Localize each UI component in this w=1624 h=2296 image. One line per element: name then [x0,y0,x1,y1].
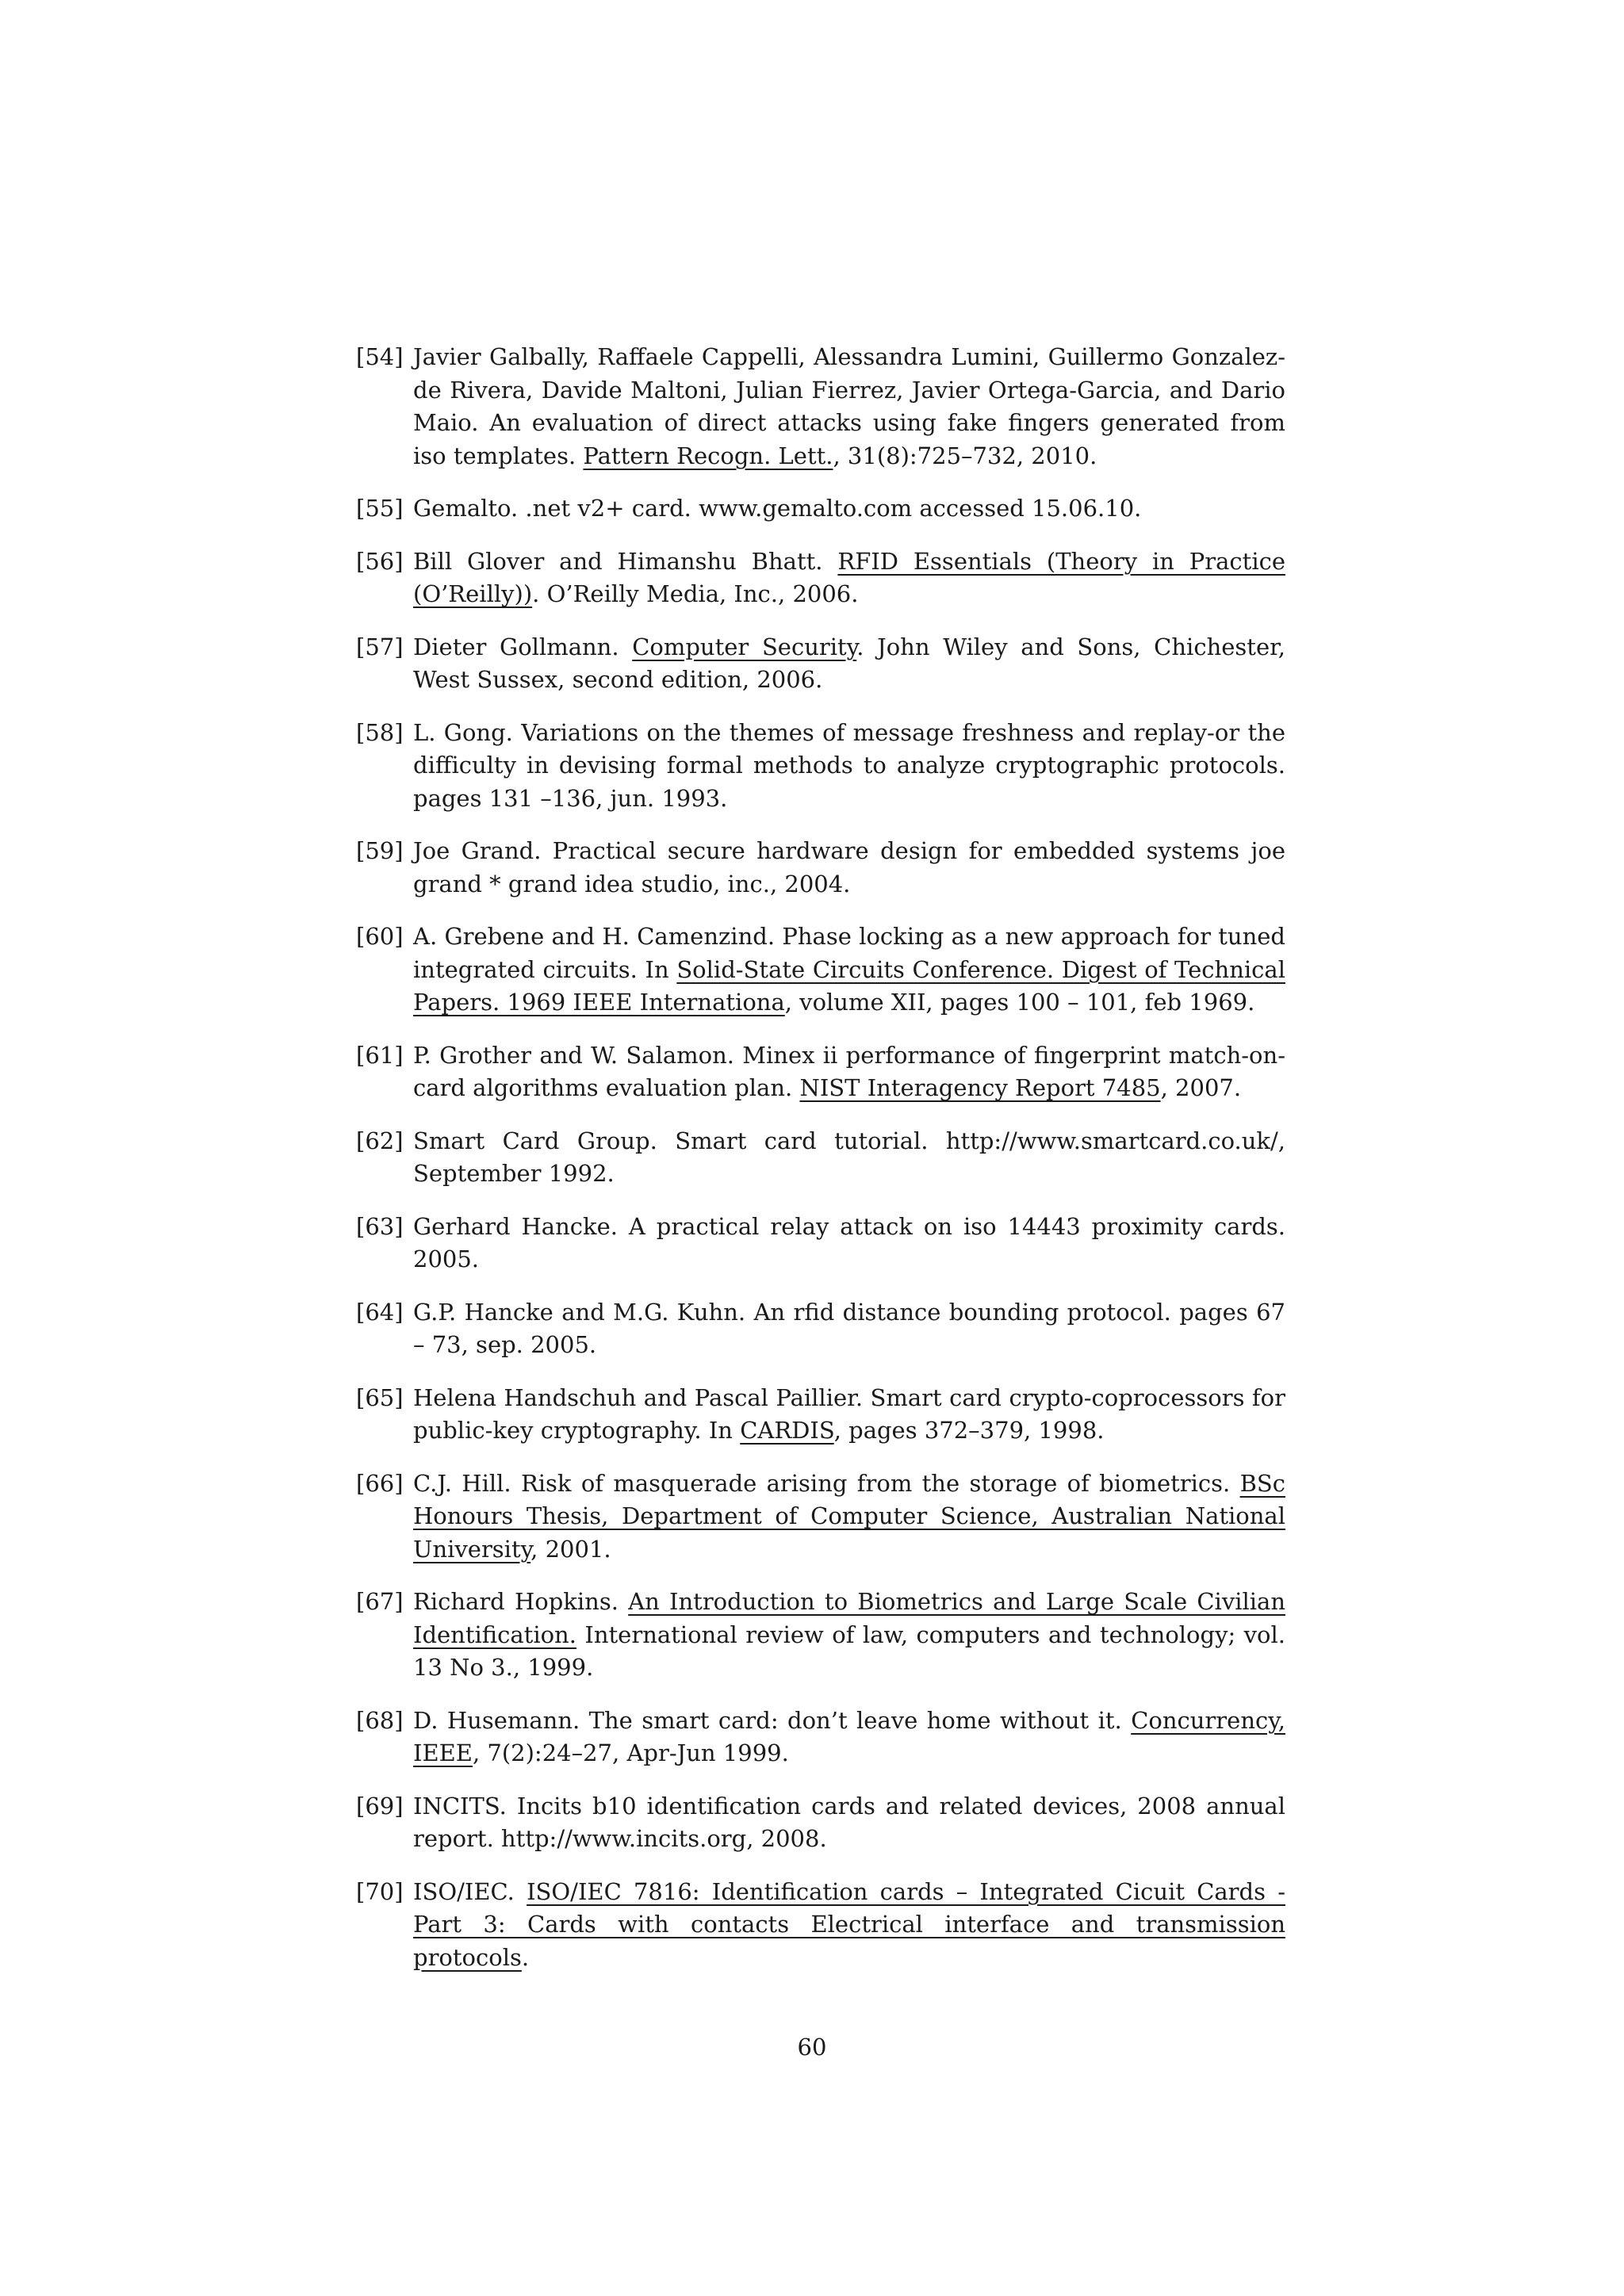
reference-number: [66] [356,1469,404,1497]
reference-text [413,341,1285,473]
reference-text-segment: C.J. Hill. Risk of masquerade arising from the storage of biometrics. [413,1469,1240,1497]
reference-number: [65] [356,1383,404,1411]
reference-number: [56] [356,547,404,575]
reference-text [413,1468,1285,1567]
reference-text-segment: Richard Hopkins. [413,1588,629,1615]
reference-text-segment: Bill Glover and Himanshu Bhatt. [413,547,838,575]
reference-venue-title: Pattern Recogn. Lett. [583,442,833,469]
reference-entry [356,835,1285,901]
reference-text-segment: . O’Reilly Media, Inc., 2006. [532,580,859,607]
reference-number: [70] [356,1877,404,1905]
reference-text [413,492,1285,526]
reference-number: [55] [356,495,404,522]
reference-text [413,1705,1285,1770]
reference-text-segment: P. Grother and W. Salamon. Minex ii performance of fingerprint match-on-card algorithms evaluation plan. [413,1041,1285,1101]
reference-text [413,1039,1285,1105]
reference-entry [356,1705,1285,1770]
reference-text [413,545,1285,611]
reference-text-segment: , 31(8):725–732, 2010. [833,442,1097,469]
reference-venue-title: Concurrency, IEEE [413,1706,1285,1766]
reference-text-segment: Dieter Gollmann. [413,633,633,660]
reference-venue-title: An Introduction to Biometrics and Large Scale Civilian Identification. [413,1588,1285,1648]
reference-text-segment: , 2007. [1160,1074,1242,1101]
reference-entry [356,545,1285,611]
reference-venue-title: BSc Honours Thesis, Department of Computer Science, Australian National University [413,1469,1285,1563]
reference-entry [356,1790,1285,1856]
reference-entry [356,631,1285,697]
reference-entry [356,341,1285,473]
reference-number: [57] [356,633,404,660]
reference-text-segment: ISO/IEC. [413,1877,527,1905]
reference-number: [68] [356,1706,404,1734]
reference-text-segment: L. Gong. Variations on the themes of message freshness and replay-or the difficulty in devising formal methods to analyze cryptographic protocols. pages 131 –136, jun. 1993. [413,718,1285,812]
reference-text [413,1876,1285,1975]
reference-number: [69] [356,1792,404,1820]
reference-entry [356,1211,1285,1276]
reference-text-segment: Joe Grand. Practical secure hardware design for embedded systems joe grand * grand idea studio, inc., 2004. [413,837,1285,897]
reference-entry [356,1586,1285,1685]
reference-venue-title: Computer Security [632,633,857,660]
reference-text-segment: A. Grebene and H. Camenzind. Phase locking as a new approach for tuned integrated circuits. In [413,923,1285,983]
reference-text [413,1125,1285,1191]
reference-entry [356,1876,1285,1975]
reference-text-segment: . [521,1943,530,1971]
reference-number: [67] [356,1588,404,1615]
reference-number: [64] [356,1298,404,1326]
reference-entry [356,1125,1285,1191]
reference-text-segment: G.P. Hancke and M.G. Kuhn. An rfid distance bounding protocol. pages 67 – 73, sep. 2005. [413,1298,1285,1358]
reference-text-segment: , 7(2):24–27, Apr-Jun 1999. [472,1739,789,1766]
page-number: 60 [797,2034,827,2061]
reference-text-segment: , pages 372–379, 1998. [833,1417,1105,1444]
reference-text-segment: Smart Card Group. Smart card tutorial. http://www.smartcard.co.uk/, September 1992. [413,1127,1285,1187]
reference-text [413,631,1285,697]
reference-number: [58] [356,718,404,746]
reference-text [413,835,1285,901]
reference-entry [356,717,1285,816]
reference-number: [62] [356,1127,404,1154]
reference-text-segment: INCITS. Incits b10 identification cards and related devices, 2008 annual report. http://www.incits.org, 2008. [413,1792,1285,1852]
reference-text [413,717,1285,816]
reference-text-segment: Javier Galbally, Raffaele Cappelli, Alessandra Lumini, Guillermo Gonzalez-de Rivera, Davide Maltoni, Julian Fierrez, Javier Ortega-Garcia, and Dario Maio. An evaluation of direct attacks using fake fingers generated from iso templates. [413,343,1285,469]
reference-number: [60] [356,923,404,950]
reference-number: [63] [356,1212,404,1240]
reference-entry [356,1468,1285,1567]
reference-number: [61] [356,1041,404,1069]
reference-venue-title: RFID Essentials (Theory in Practice (O’Reilly)) [413,547,1286,607]
reference-text [413,1790,1285,1856]
reference-text [413,920,1285,1020]
reference-text-segment: . John Wiley and Sons, Chichester, West Sussex, second edition, 2006. [413,633,1285,693]
reference-venue-title: NIST Interagency Report 7485 [799,1074,1161,1101]
reference-text-segment: Gemalto. .net v2+ card. www.gemalto.com accessed 15.06.10. [413,495,1142,522]
reference-entry [356,1039,1285,1105]
reference-text-segment: Gerhard Hancke. A practical relay attack on iso 14443 proximity cards. 2005. [413,1212,1285,1272]
reference-entry [356,920,1285,1020]
reference-text-segment: Helena Handschuh and Pascal Paillier. Smart card crypto-coprocessors for public-key cryptography. In [413,1383,1285,1444]
reference-text-segment: , 2001. [530,1535,611,1563]
reference-text [413,1382,1285,1448]
reference-text-segment: D. Husemann. The smart card: don’t leave home without it. [413,1706,1132,1734]
reference-venue-title: CARDIS [740,1417,834,1444]
reference-text [413,1586,1285,1685]
reference-number: [59] [356,837,404,864]
reference-text [413,1296,1285,1362]
reference-text [413,1211,1285,1276]
reference-text-segment: , volume XII, pages 100 – 101, feb 1969. [784,989,1255,1016]
reference-venue-title: Solid-State Circuits Conference. Digest of Technical Papers. 1969 IEEE Internationa [413,955,1285,1016]
reference-entry [356,492,1285,526]
reference-venue-title: ISO/IEC 7816: Identification cards – Integrated Cicuit Cards - Part 3: Cards with contacts Electrical interface and transmission protocols [413,1877,1285,1971]
reference-number: [54] [356,343,404,370]
reference-text-segment: International review of law, computers and technology; vol. 13 No 3., 1999. [413,1621,1285,1681]
reference-list [356,341,1285,1994]
reference-entry [356,1382,1285,1448]
reference-entry [356,1296,1285,1362]
